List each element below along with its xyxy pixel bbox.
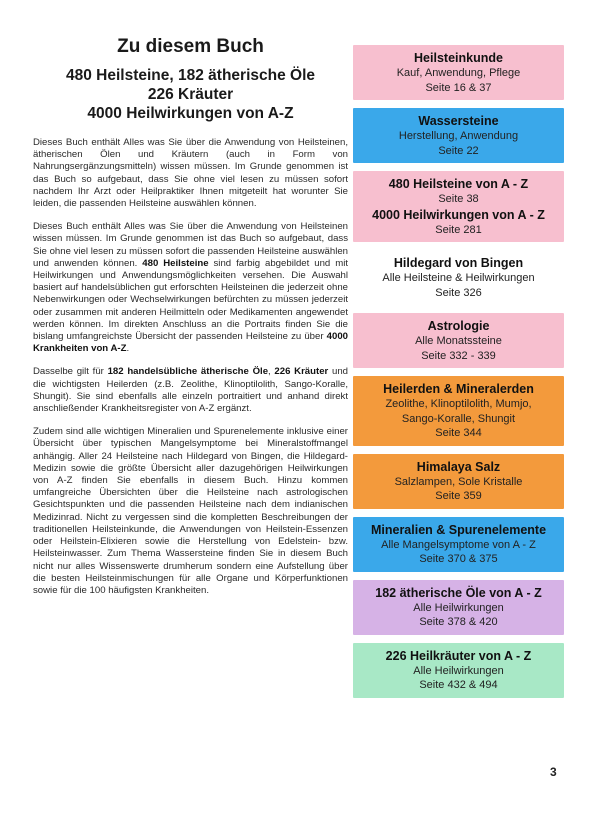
paragraph-4: Zudem sind alle wichtigen Mineralien und Spurenelemente inklusive einer Übersicht über typischen Mangelsymptome bei Mineralstoffmangel anhängig. Aller 24 Heilsteine nach Hildegard von Bingen, die Hildegard-Medizin sowie die größte Übersicht aller dazugehörigen Heilwirkungen von A-Z finden Sie ebenfalls in diesem Buch. Hinzu kommen umfangreiche Übersichten über die Heilsteine nach astrologischen Gesichtspunkten und die passenden Heilsteine nach dem indianischen Medizinrad. Nicht zu vergessen sind die kompletten Beschreibungen der traditionellen Heilsteinkunde, die Anwendungen von Heilstein-Essenzen oder Heilstein-Elixieren sowie die Herstellung von Edelstein- bzw. Heilsteinwasser. Zum Thema Wassersteine finden Sie in diesem Buch nicht nur alles Wissenswerte drumherum sondern eine Aufstellung über die besten Heilsteinmischungen für alle Organe und Körperfunktionen sowie für die 100 häufigsten Krankheiten. <box>33 426 348 596</box>
toc-box-himalaya-salz[interactable] <box>353 454 564 509</box>
toc-box-wassersteine[interactable] <box>353 108 564 163</box>
toc-box-title: Heilsteinkunde <box>414 51 503 65</box>
toc-box-line: Seite 344 <box>435 427 482 439</box>
toc-box-hildegard[interactable] <box>353 250 564 305</box>
toc-box-line: Seite 281 <box>435 223 482 236</box>
text-run: , <box>268 366 275 378</box>
text-run: Dieses Buch enthält Alles was Sie über die Anwendung von Heilsteinen wissen müssen. Im Grunde genommen ist das Buch so aufgebaut, dass Sie ohne viel lesen zu müssen sofort die passenden Heilsteine auswählen und anwenden können. <box>33 221 348 269</box>
text-run: . <box>126 343 130 355</box>
subtitle <box>33 66 348 123</box>
toc-box-line: Zeolithe, Klinoptilolith, Mumjo, <box>385 398 532 410</box>
toc-box-title: Astrologie <box>427 319 490 333</box>
toc-box-line: Seite 22 <box>438 144 479 157</box>
toc-box-line: Seite 370 & 375 <box>419 553 498 565</box>
toc-box-mineralien[interactable] <box>353 517 564 572</box>
toc-box-line: Alle Heilwirkungen <box>413 601 504 614</box>
toc-box-line: Alle Monatssteine <box>415 335 502 347</box>
toc-box-line: Alle Heilwirkungen <box>413 664 504 677</box>
toc-box-heilkraeuter[interactable] <box>353 643 564 698</box>
toc-box-line: Herstellung, Anwendung <box>398 130 519 142</box>
toc-box-heilerden[interactable] <box>353 376 564 446</box>
paragraph-2 <box>33 221 348 355</box>
text-run: und die wichtigsten Heilerden (z.B. Zeolithe, Klinoptilolith, Sango-Koralle, Shungit). Sie sind ebenfalls alle einzeln portraitiert und anhand direkt anschließender Krankheitsregister von A-Z ergänzt. <box>33 366 348 415</box>
page-number: 3 <box>550 765 557 779</box>
subtitle-line: 4000 Heilwirkungen von A-Z <box>87 105 294 122</box>
toc-box-line: Sango-Koralle, Shungit <box>401 412 516 425</box>
bold-run: 480 Heilsteine <box>142 257 209 269</box>
toc-box-line: Seite 16 & 37 <box>425 81 492 94</box>
toc-box-title: 226 Heilkräuter von A - Z <box>385 648 532 663</box>
toc-box-line: Alle Heilsteine & Heilwirkungen <box>382 272 535 284</box>
paragraph-1: Dieses Buch enthält Alles was Sie über die Anwendung von Heilsteinen, ätherischen Ölen und Kräutern (auch in Form von Nahrungsergänzungsmitteln) wissen müssen. Im Grunde genommen ist das Buch so aufgebaut, dass Sie ohne viel lesen zu müssen sofort nachdem Ihr Arzt oder Heilpraktiker Ihnen mitgeteilt hat worunter Sie leiden, die passenden Heilsteine auswählen können. <box>33 137 348 210</box>
toc-box-line: Salzlampen, Sole Kristalle <box>394 475 523 488</box>
toc-box-line: Seite 359 <box>435 490 482 502</box>
toc-box-title: Himalaya Salz <box>416 459 501 474</box>
toc-box-line: Seite 332 - 339 <box>421 349 496 362</box>
toc-box-title: 182 ätherische Öle von A - Z <box>375 585 542 600</box>
bold-run: 226 Kräuter <box>274 366 329 378</box>
toc-box-line: Alle Mangelsymptome von A - Z <box>381 538 536 551</box>
text-run: sind farbig abgebildet und mit Heilwirkungen und Anwendungsmöglichkeiten versehen. Die Auswahl basiert auf handelsüblichen gut erforschten Heilsteinen die jederzeit ohne Nebenwirkungen oder Wechselwirkungen befürchten zu müssen jederzeit oder zusammen mit anderen Heilmitteln oder Medikamenten angewendet werden können. Im direkten Anschluss an die Portraits finden Sie die bislang umfangreichste Übersicht der passenden Heilsteine zu über <box>33 257 348 343</box>
toc-box-line: Kauf, Anwendung, Pflege <box>396 67 521 79</box>
bold-run: 4000 Krankheiten von A-Z <box>33 331 348 355</box>
toc-box-title: Wassersteine <box>418 114 499 128</box>
toc-box-heilsteinkunde[interactable] <box>353 45 564 100</box>
toc-box-astrologie[interactable] <box>353 313 564 368</box>
subtitle-line: 480 Heilsteine, 182 ätherische Öle <box>66 67 315 84</box>
toc-box-line: Seite 326 <box>435 286 482 299</box>
subtitle-line: 226 Kräuter <box>147 86 234 103</box>
toc-box-line: Seite 378 & 420 <box>419 616 498 628</box>
toc-box-title: Mineralien & Spurenelemente <box>370 522 547 537</box>
toc-box-line: Seite 38 <box>438 193 479 205</box>
paragraph-3 <box>33 366 348 415</box>
page-title: Zu diesem Buch <box>117 36 264 57</box>
toc-box-aetherische-oele[interactable] <box>353 580 564 635</box>
text-run: Dasselbe gilt für <box>33 366 108 378</box>
toc-box-title: 4000 Heilwirkungen von A - Z <box>372 207 545 222</box>
contents-column <box>353 45 564 706</box>
toc-box-title: Heilerden & Mineralerden <box>383 382 534 396</box>
toc-box-title: 480 Heilsteine von A - Z <box>388 177 529 191</box>
toc-box-line: Seite 432 & 494 <box>419 679 498 691</box>
intro-column <box>33 36 348 608</box>
toc-box-title: Hildegard von Bingen <box>393 256 524 270</box>
bold-run: 182 handelsübliche ätherische Öle <box>107 366 269 378</box>
toc-box-heilsteine-a-z[interactable] <box>353 171 564 242</box>
